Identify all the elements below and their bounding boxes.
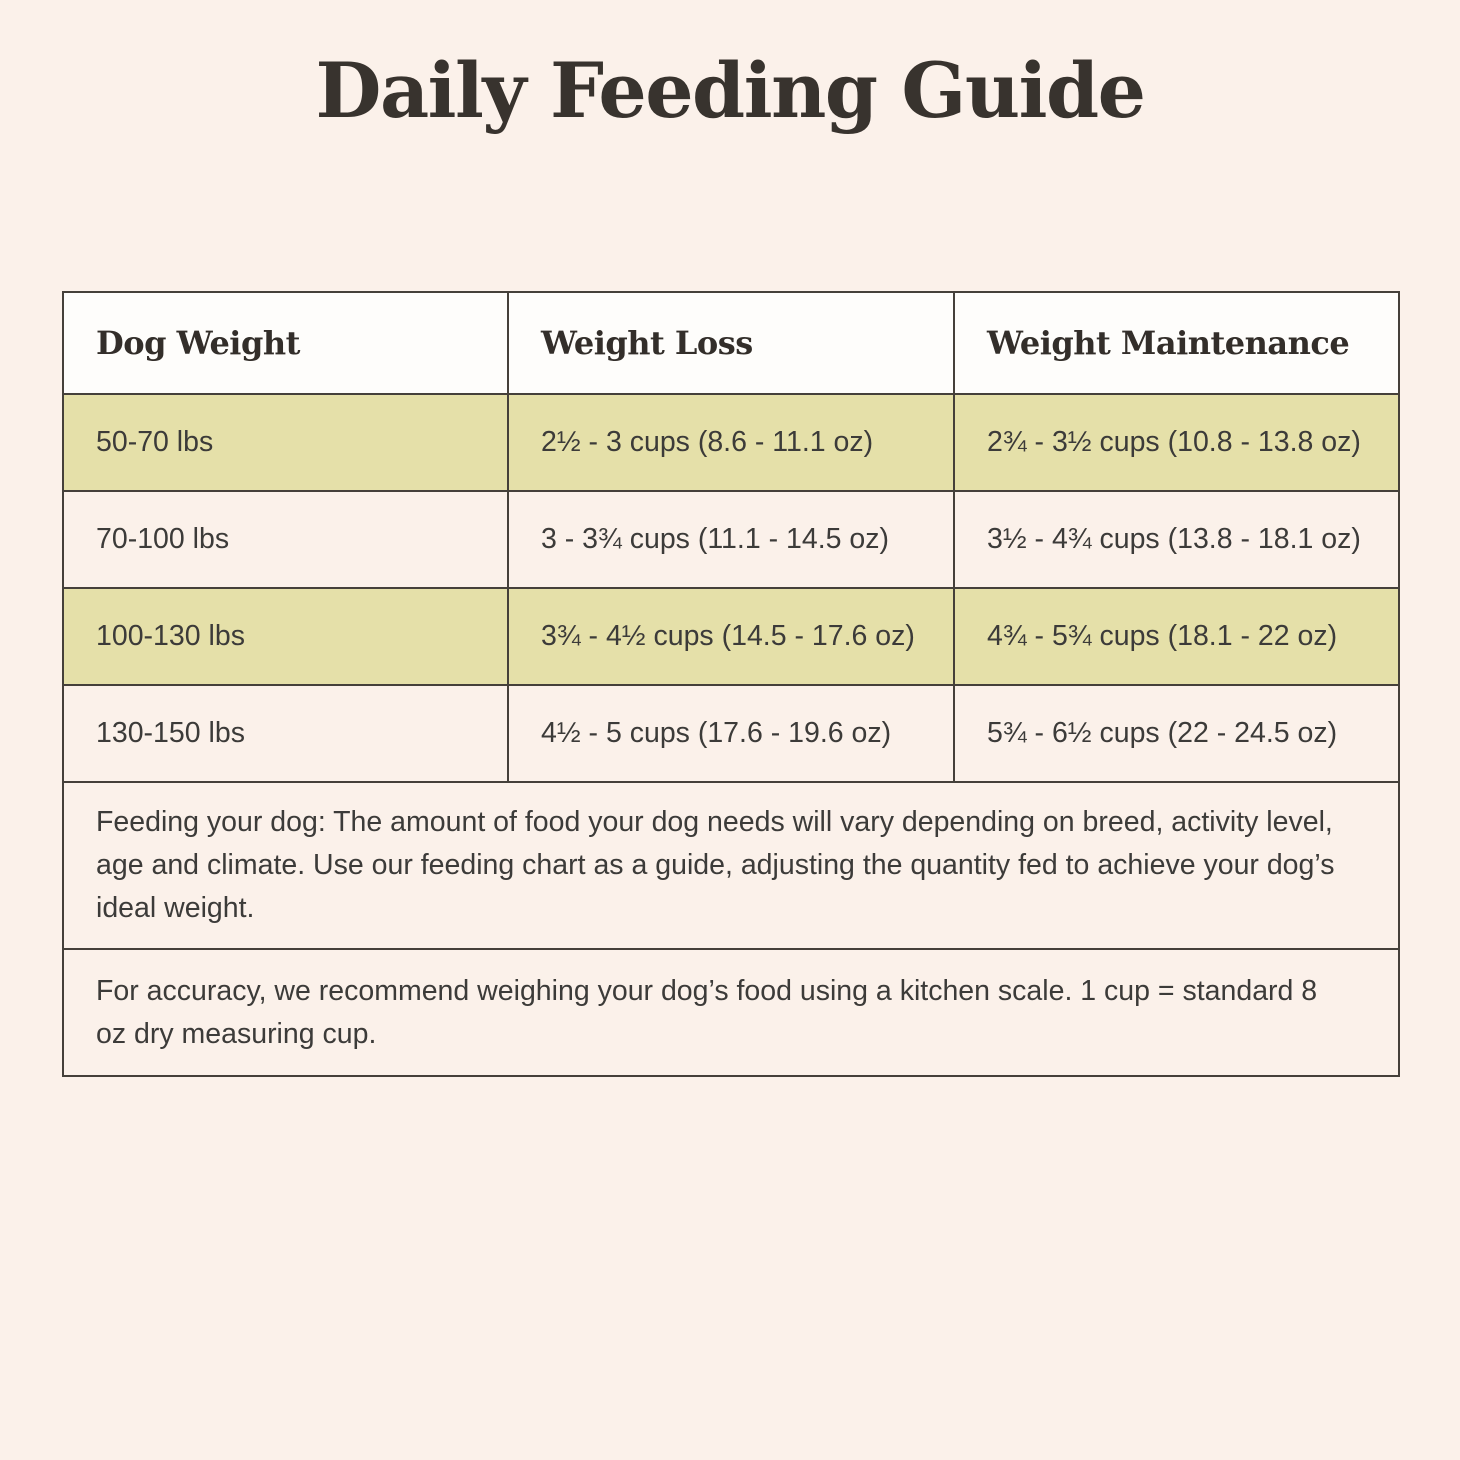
header-row [63, 292, 1399, 394]
dog-weight-cell: 100-130 lbs [63, 588, 508, 685]
page-title: Daily Feeding Guide [315, 46, 1145, 135]
weight-loss-cell: 3¾ - 4½ cups (14.5 - 17.6 oz) [508, 588, 954, 685]
weight-maintenance-cell: 4¾ - 5¾ cups (18.1 - 22 oz) [954, 588, 1399, 685]
dog-weight-cell: 130-150 lbs [63, 685, 508, 782]
table-row [63, 394, 1399, 491]
weight-maintenance-cell: 5¾ - 6½ cups (22 - 24.5 oz) [954, 685, 1399, 782]
weight-loss-cell: 4½ - 5 cups (17.6 - 19.6 oz) [508, 685, 954, 782]
column-header-weight-maintenance: Weight Maintenance [954, 292, 1399, 394]
feeding-note: Feeding your dog: The amount of food your dog needs will vary depending on breed, activity level, age and climate. Use our feeding chart as a guide, adjusting the quantity fed to achieve your dog’s ideal weight. [63, 782, 1399, 949]
weight-maintenance-cell: 3½ - 4¾ cups (13.8 - 18.1 oz) [954, 491, 1399, 588]
note-row [63, 949, 1399, 1076]
table-row [63, 491, 1399, 588]
dog-weight-cell: 70-100 lbs [63, 491, 508, 588]
accuracy-note: For accuracy, we recommend weighing your dog’s food using a kitchen scale. 1 cup = standard 8 oz dry measuring cup. [63, 949, 1399, 1076]
weight-maintenance-cell: 2¾ - 3½ cups (10.8 - 13.8 oz) [954, 394, 1399, 491]
dog-weight-cell: 50-70 lbs [63, 394, 508, 491]
table-row [63, 588, 1399, 685]
note-row [63, 782, 1399, 949]
weight-loss-cell: 3 - 3¾ cups (11.1 - 14.5 oz) [508, 491, 954, 588]
column-header-weight-loss: Weight Loss [508, 292, 954, 394]
feeding-guide-table [62, 291, 1400, 1077]
column-header-dog-weight: Dog Weight [63, 292, 508, 394]
weight-loss-cell: 2½ - 3 cups (8.6 - 11.1 oz) [508, 394, 954, 491]
table-row [63, 685, 1399, 782]
